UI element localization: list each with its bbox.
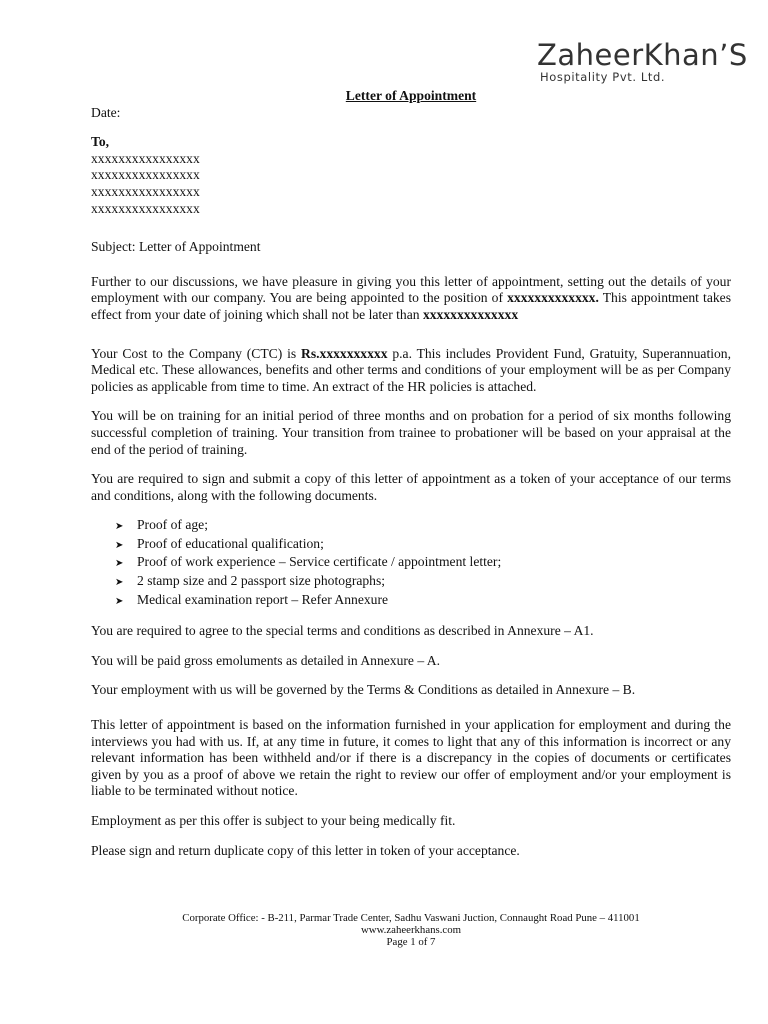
logo-name: ZaheerKhan’S bbox=[537, 38, 748, 72]
list-item-text: Medical examination report – Refer Annexure bbox=[137, 591, 389, 607]
address-block bbox=[91, 151, 731, 217]
ctc-details-text: p.a. This includes Provident Fund, Gratuity, Superannuation, Medical etc. These allowances, benefits and other terms and conditions of your employment will be as per Company policies as applicable from time to time. An extract of the HR policies is attached. bbox=[91, 345, 731, 394]
paragraph-sign-return: Please sign and return duplicate copy of this letter in token of your acceptance. bbox=[91, 842, 520, 858]
paragraph-annexure-a1: You are required to agree to the special terms and conditions as described in Annexure – A1. bbox=[91, 623, 594, 639]
website: www.zaheerkhans.com bbox=[360, 924, 462, 936]
page-footer bbox=[91, 912, 731, 948]
list-item bbox=[115, 554, 731, 573]
to-label: To, bbox=[91, 134, 110, 150]
address-line: xxxxxxxxxxxxxxxx bbox=[91, 150, 200, 166]
paragraph-annexure-b: Your employment with us will be governed by the Terms & Conditions as detailed in Annexure – B. bbox=[91, 682, 636, 698]
ctc-text: Your Cost to the Company (CTC) is bbox=[91, 345, 302, 361]
paragraph-medical: Employment as per this offer is subject to your being medically fit. bbox=[91, 813, 456, 828]
company-logo bbox=[537, 38, 748, 90]
paragraph-annexure-a: You will be paid gross emoluments as detailed in Annexure – A. bbox=[91, 652, 440, 668]
subject-line: Subject: Letter of Appointment bbox=[91, 239, 261, 255]
list-item bbox=[115, 536, 731, 555]
letter-title: Letter of Appointment bbox=[345, 88, 477, 103]
arrow-bullet-icon: ➤ bbox=[115, 558, 124, 570]
paragraph-training: You will be on training for an initial period of three months and on probation for a period of six months following successful completion of training. Your transition from trainee to probationer will be based on your appraisal at the end of the period of training. bbox=[91, 408, 731, 457]
list-item bbox=[115, 517, 731, 536]
arrow-bullet-icon: ➤ bbox=[115, 577, 124, 589]
list-item-text: Proof of educational qualification; bbox=[137, 535, 324, 551]
list-item-text: Proof of age; bbox=[137, 517, 208, 533]
letter-body bbox=[91, 88, 731, 859]
arrow-bullet-icon: ➤ bbox=[115, 521, 124, 533]
position-placeholder: xxxxxxxxxxxxx. bbox=[507, 290, 599, 306]
joining-date-placeholder: xxxxxxxxxxxxxx bbox=[422, 306, 519, 322]
corporate-office-address: Corporate Office: - B-211, Parmar Trade Center, Sadhu Vaswani Juction, Connaught Road Pune – 411001 bbox=[182, 912, 640, 924]
address-line: xxxxxxxxxxxxxxxx bbox=[91, 183, 200, 199]
list-item bbox=[115, 573, 731, 592]
arrow-bullet-icon: ➤ bbox=[115, 539, 124, 551]
list-item bbox=[115, 592, 731, 611]
paragraph-information: This letter of appointment is based on the information furnished in your application for employment and during the interviews you had with us. If, at any time in future, it comes to light that any of this information is incorrect or any relevant information has been withheld and/or if there is a discrepancy in the copies of documents or certificates given by you as a proof of above we retain the right to review our offer of employment and/or your employment is liable to be terminated without notice. bbox=[91, 717, 731, 799]
documents-list bbox=[91, 517, 731, 610]
appointment-text: Further to our discussions, we have pleasure in giving you this letter of appointment, setting out the details of your employment with our company. You are being appointed to the position of bbox=[91, 273, 731, 306]
ctc-amount-placeholder: Rs.xxxxxxxxxx bbox=[301, 345, 388, 361]
paragraph-ctc bbox=[91, 346, 731, 396]
address-line: xxxxxxxxxxxxxxxx bbox=[91, 200, 200, 216]
logo-subtitle: Hospitality Pvt. Ltd. bbox=[540, 70, 666, 84]
joining-text: This appointment takes effect from your date of joining which shall not be later than bbox=[91, 290, 731, 322]
list-item-text: 2 stamp size and 2 passport size photographs; bbox=[137, 573, 386, 589]
page-number: Page 1 of 7 bbox=[386, 936, 436, 948]
date-label: Date: bbox=[91, 104, 121, 120]
list-item-text: Proof of work experience – Service certificate / appointment letter; bbox=[137, 554, 502, 570]
address-line: xxxxxxxxxxxxxxxx bbox=[91, 167, 200, 183]
arrow-bullet-icon: ➤ bbox=[115, 595, 124, 607]
paragraph-documents: You are required to sign and submit a copy of this letter of appointment as a token of your acceptance of our terms and conditions, along with the following documents. bbox=[91, 471, 731, 503]
paragraph-appointment bbox=[91, 274, 731, 324]
